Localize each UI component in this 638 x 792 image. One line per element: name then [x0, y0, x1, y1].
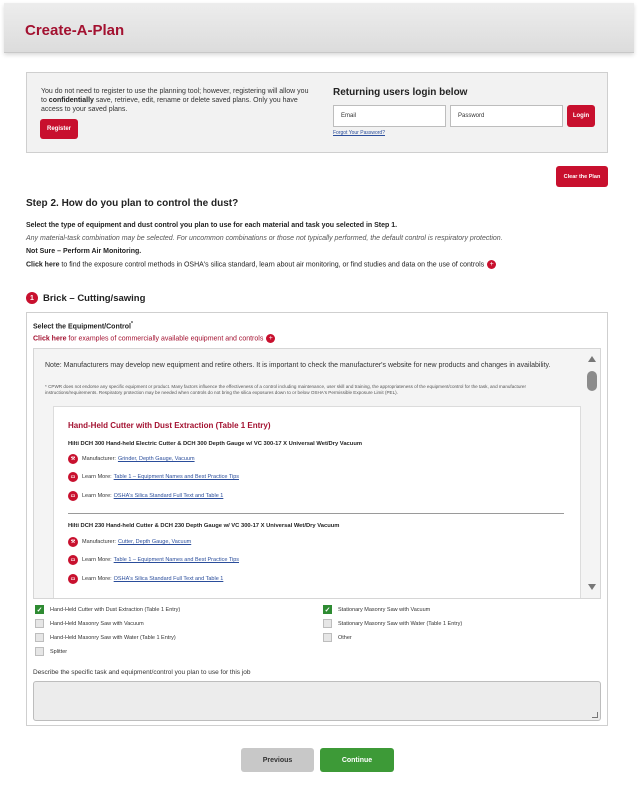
option-stationary-saw-water[interactable] — [323, 619, 462, 628]
login-panel — [26, 72, 608, 153]
book-icon: ▭ — [68, 574, 78, 584]
controls-info-text: to find the exposure control methods in OSHA's silica standard, learn about air monitoring, or find studies and data on the use of controls — [59, 261, 485, 269]
learn-more-line — [68, 491, 223, 501]
equipment-panel — [26, 312, 608, 726]
option-other[interactable] — [323, 633, 352, 642]
manufacturer-line — [68, 537, 191, 547]
password-field[interactable]: Password — [450, 105, 563, 127]
describe-textarea[interactable] — [33, 681, 601, 721]
manufacturer-note: Note: Manufacturers may develop new equipment and retire others. It is important to check the manufacturer's website for new products and changes in availability. — [45, 362, 551, 369]
examples-text: for examples of commercially available equipment and controls — [66, 335, 264, 343]
select-equipment-label — [33, 321, 133, 330]
page-header — [4, 3, 634, 53]
register-button[interactable]: Register — [40, 119, 78, 139]
scroll-up-arrow-icon[interactable] — [588, 356, 596, 362]
task-number-badge: 1 — [26, 292, 38, 304]
step-instruction: Select the type of equipment and dust control you plan to use for each material and task you selected in Step 1. — [26, 222, 398, 229]
checkbox[interactable] — [323, 633, 332, 642]
manufacturer-line — [68, 454, 195, 464]
equipment-item-name: Hilti DCH 230 Hand-held Cutter & DCH 230 Depth Gauge w/ VC 300-17 X Universal Wet/Dry Vacuum — [68, 523, 340, 529]
manufacturer-label: Manufacturer: — [82, 456, 116, 462]
learn-more-line — [68, 574, 223, 584]
checkbox[interactable] — [35, 647, 44, 656]
clear-plan-button[interactable]: Clear the Plan — [556, 166, 608, 187]
option-handheld-saw-vacuum[interactable] — [35, 619, 144, 628]
osha-standard-link[interactable]: OSHA's Silica Standard Full Text and Table 1 — [113, 493, 224, 499]
learn-more-label: Learn More: — [82, 493, 112, 499]
option-splitter[interactable] — [35, 647, 67, 656]
checkbox[interactable] — [35, 619, 44, 628]
card-title: Hand-Held Cutter with Dust Extraction (Table 1 Entry) — [68, 421, 271, 430]
option-stationary-saw-vacuum[interactable] — [323, 605, 430, 614]
manufacturer-link[interactable]: Cutter, Depth Gauge, Vacuum — [117, 539, 192, 545]
equipment-card — [53, 406, 581, 599]
register-note — [41, 87, 311, 114]
air-monitoring-note: Not Sure – Perform Air Monitoring. — [26, 248, 142, 255]
step-instruction-note: Any material-task combination may be selected. For uncommon combinations or those not typically performed, the default control is respiratory protection. — [26, 235, 503, 242]
checkbox[interactable] — [35, 633, 44, 642]
osha-standard-link[interactable]: OSHA's Silica Standard Full Text and Table 1 — [113, 576, 224, 582]
continue-button[interactable]: Continue — [320, 748, 394, 772]
table1-link[interactable]: Table 1 – Equipment Names and Best Practice Tips — [113, 557, 239, 563]
login-title: Returning users login below — [333, 87, 468, 98]
tool-icon: ⚒ — [68, 537, 78, 547]
learn-more-label: Learn More: — [82, 576, 112, 582]
register-note-text: You do not need to register to use the planning tool; however, registering will allow you to — [41, 88, 309, 104]
book-icon: ▭ — [68, 555, 78, 565]
learn-more-label: Learn More: — [82, 474, 112, 480]
plus-icon[interactable]: + — [266, 334, 275, 343]
equipment-scroll-area[interactable] — [33, 348, 601, 599]
checkbox-checked[interactable]: ✓ — [36, 606, 43, 614]
register-note-emphasis: confidentially — [48, 97, 94, 104]
select-equipment-text: Select the Equipment/Control — [33, 323, 132, 331]
required-mark: * — [131, 321, 133, 327]
learn-more-label: Learn More: — [82, 557, 112, 563]
register-note-text-end: save, retrieve, edit, rename or delete saved plans. Only you have access to your saved plans. — [41, 97, 298, 113]
step-title: Step 2. How do you plan to control the dust? — [26, 198, 239, 209]
manufacturer-link[interactable]: Grinder, Depth Gauge, Vacuum — [117, 456, 195, 462]
learn-more-line — [68, 472, 239, 482]
plus-icon[interactable]: + — [487, 260, 496, 269]
learn-more-line — [68, 555, 239, 565]
checkbox-checked[interactable]: ✓ — [324, 606, 331, 614]
option-label: Stationary Masonry Saw with Vacuum — [338, 606, 431, 613]
option-handheld-saw-water[interactable] — [35, 633, 176, 642]
examples-line — [33, 334, 275, 343]
previous-button[interactable]: Previous — [241, 748, 314, 772]
scrollbar-thumb[interactable] — [587, 371, 597, 391]
option-label: Stationary Masonry Saw with Water (Table 1 Entry) — [338, 620, 463, 627]
task-title: Brick – Cutting/sawing — [43, 292, 146, 304]
equipment-item-name: Hilti DCH 300 Hand-held Electric Cutter & DCH 300 Depth Gauge w/ VC 300-17 X Universal Wet/Dry Vacuum — [68, 441, 363, 447]
disclaimer-note: * CPWR does not endorse any specific equipment or product. Many factors influence the effectiveness of a control including maintenance, user skill and training, the appropriateness of the equipment/control for the task, and manufacturer instructions/requirements. Respiratory protection may be needed when controls do not bring the silica exposures down to or below OSHA's Permissible Exposure Limit (PEL). — [45, 384, 526, 395]
describe-label: Describe the specific task and equipment/control you plan to use for this job — [33, 669, 251, 676]
option-handheld-cutter-dust-extraction[interactable] — [35, 605, 180, 614]
book-icon: ▭ — [68, 491, 78, 501]
checkbox[interactable] — [323, 619, 332, 628]
examples-link[interactable]: Click here — [33, 335, 67, 343]
page-title: Create-A-Plan — [25, 22, 125, 39]
item-divider — [68, 513, 564, 514]
forgot-password-link[interactable]: Forgot Your Password? — [333, 130, 385, 136]
table1-link[interactable]: Table 1 – Equipment Names and Best Practice Tips — [113, 474, 239, 480]
controls-info-line — [26, 260, 496, 269]
controls-info-link[interactable]: Click here — [26, 261, 60, 269]
option-label: Hand-Held Masonry Saw with Vacuum — [50, 620, 144, 627]
option-label: Splitter — [50, 648, 68, 655]
task-heading — [26, 292, 145, 304]
book-icon: ▭ — [68, 472, 78, 482]
manufacturer-label: Manufacturer: — [82, 539, 116, 545]
resize-handle-icon[interactable] — [592, 712, 598, 718]
email-field[interactable]: Email — [333, 105, 446, 127]
option-label: Hand-Held Masonry Saw with Water (Table 1 Entry) — [50, 634, 176, 641]
scroll-down-arrow-icon[interactable] — [588, 584, 596, 590]
login-button[interactable]: Login — [567, 105, 595, 127]
option-label: Hand-Held Cutter with Dust Extraction (Table 1 Entry) — [50, 606, 181, 613]
scrollbar[interactable] — [587, 353, 597, 593]
option-label: Other — [338, 634, 352, 641]
tool-icon: ⚒ — [68, 454, 78, 464]
